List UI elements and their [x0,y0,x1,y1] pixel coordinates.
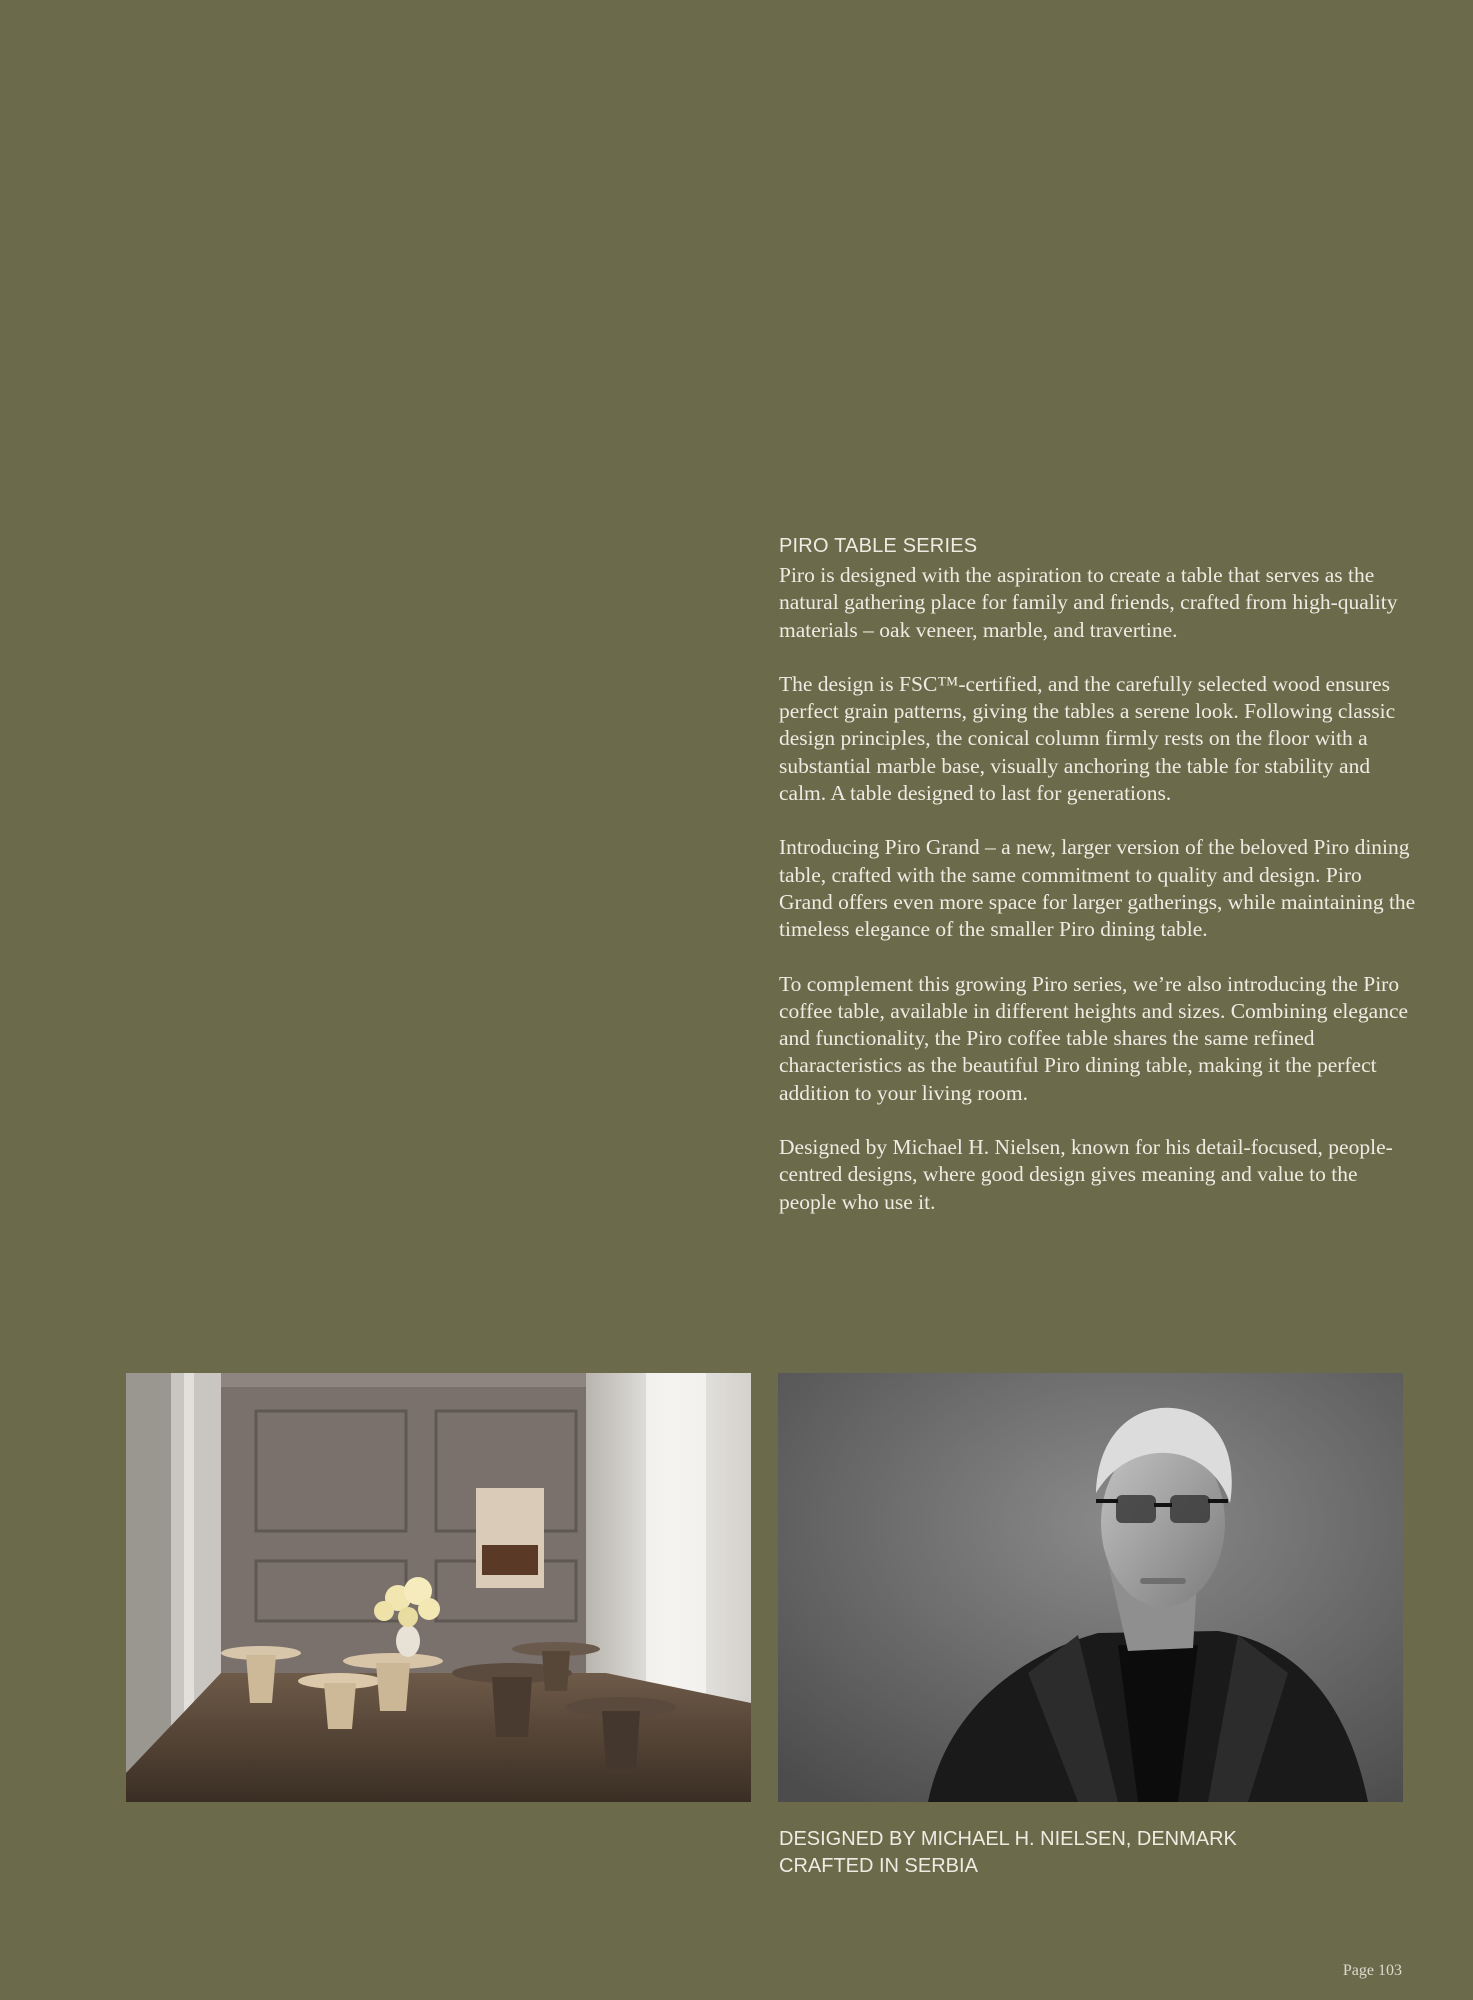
article-paragraph-2: The design is FSC™-certified, and the carefully selected wood ensures perfect grain patterns, giving the tables a serene look. Following classic design principles, the conical column firmly rests on the floor with a substantial marble base, visually anchoring the table for stability and calm. A table designed to last for generations. [779,671,1396,806]
caption-origin: CRAFTED IN SERBIA [779,1855,978,1877]
page-number: Page 103 [1342,1962,1402,1979]
designer-portrait [778,1373,1403,1802]
article-heading: PIRO TABLE SERIES [779,535,978,557]
article-text [779,534,1419,1243]
photo-caption [779,1826,1419,1880]
article-paragraph-3: Introducing Piro Grand – a new, larger version of the beloved Piro dining table, crafted with the same commitment to quality and design. Piro Grand offers even more space for larger gatherings, while maintaining the timeless elegance of the smaller Piro dining table. [779,835,1416,942]
article-paragraph-1: Piro is designed with the aspiration to create a table that serves as the natural gathering place for family and friends, crafted from high-quality materials – oak veneer, marble, and travertine. [779,563,1398,642]
article-paragraph-5: Designed by Michael H. Nielsen, known for his detail-focused, people-centred designs, where good design gives meaning and value to the people who use it. [779,1135,1393,1214]
caption-designer: DESIGNED BY MICHAEL H. NIELSEN, DENMARK [779,1828,1237,1850]
interior-photo [126,1373,751,1802]
article-paragraph-4: To complement this growing Piro series, we’re also introducing the Piro coffee table, available in different heights and sizes. Combining elegance and functionality, the Piro coffee table shares the same refined characteristics as the beautiful Piro dining table, making it the perfect addition to your living room. [779,971,1409,1105]
